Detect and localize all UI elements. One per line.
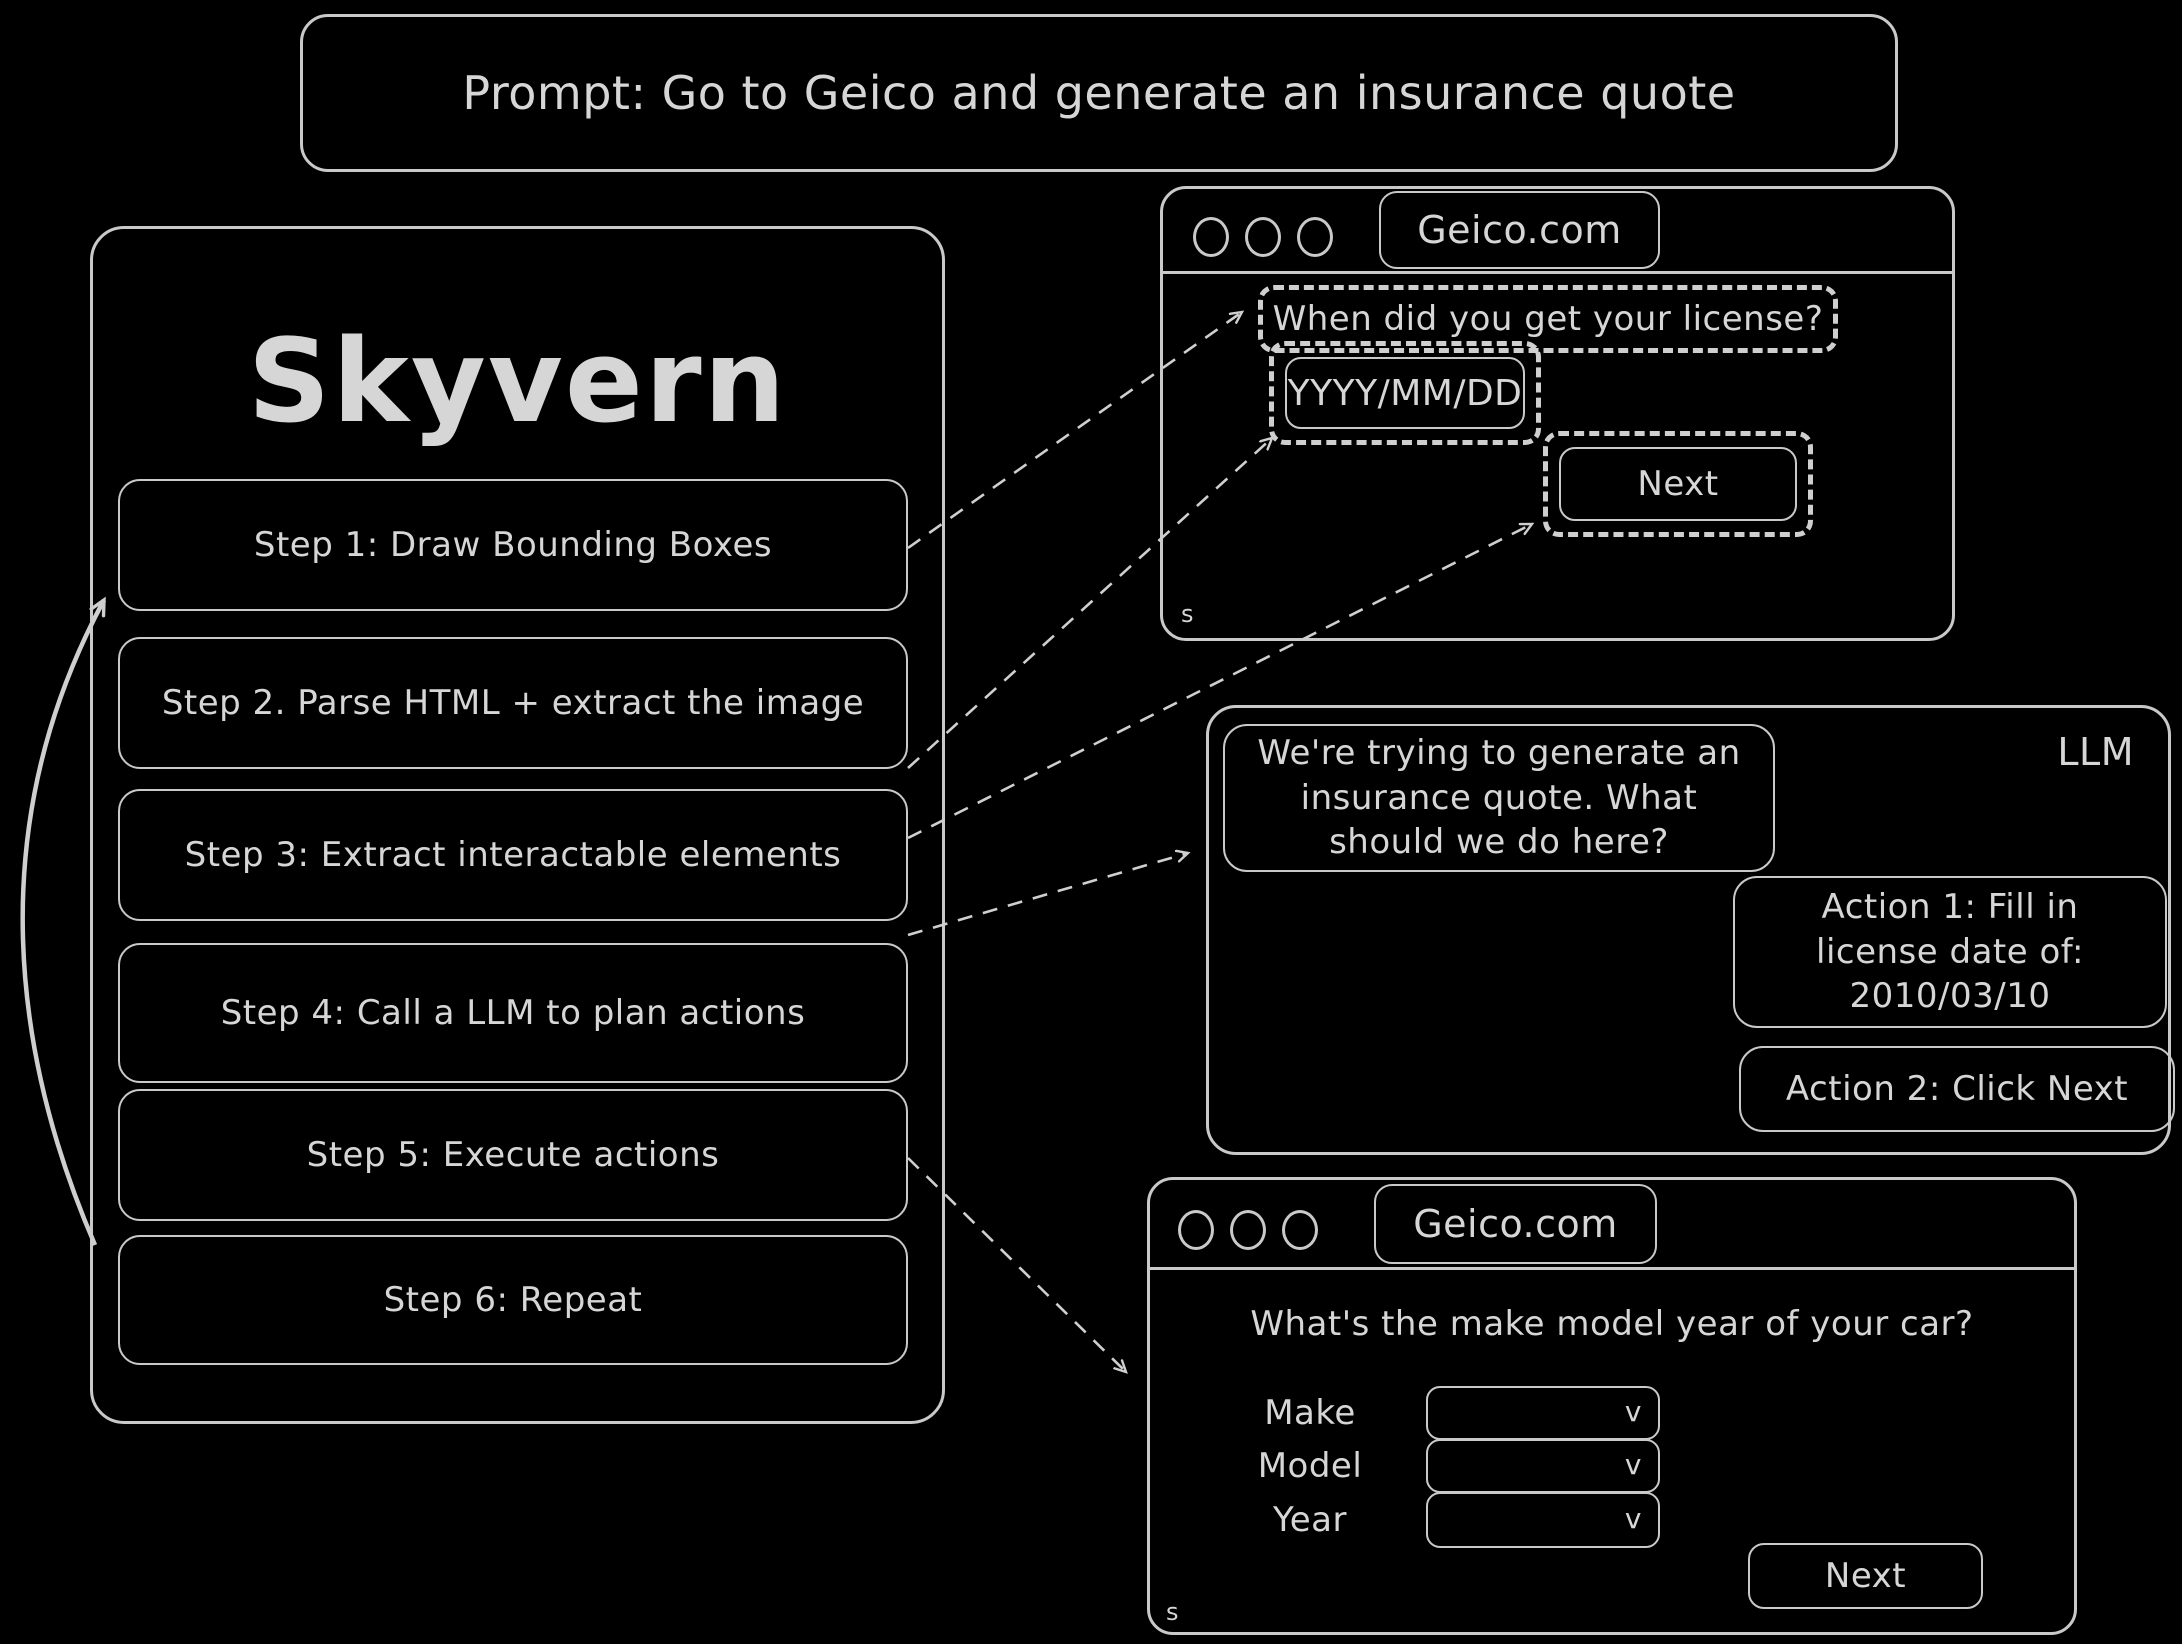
chevron-down-icon: v (1624, 1448, 1642, 1482)
next-button[interactable] (1559, 447, 1797, 521)
window-control-dot (1245, 217, 1281, 257)
url-tab-label: Geico.com (1417, 208, 1622, 252)
next-button-bounding-box (1543, 431, 1813, 537)
date-input-placeholder: YYYY/MM/DD (1287, 372, 1523, 414)
year-label-text: Year (1273, 1500, 1347, 1540)
window-control-dot (1193, 217, 1229, 257)
llm-label: LLM (2057, 730, 2134, 774)
make-label-text: Make (1264, 1393, 1356, 1433)
make-dropdown[interactable] (1426, 1386, 1660, 1440)
skyvern-panel (90, 226, 945, 1424)
model-label-text: Model (1257, 1446, 1363, 1486)
llm-action-1-text: Action 1: Fill in license date of: 2010/03/10 (1816, 886, 2084, 1017)
prompt-text: Prompt: Go to Geico and generate an insurance quote (462, 66, 1736, 120)
url-tab[interactable] (1379, 191, 1660, 269)
tabbar-divider (1150, 1267, 2074, 1270)
window-watermark: s (1181, 600, 1195, 628)
llm-action-2-bubble (1739, 1046, 2175, 1132)
car-question (1190, 1298, 2034, 1350)
llm-query-bubble (1223, 724, 1775, 872)
prompt-banner (300, 14, 1898, 172)
llm-action-1-bubble (1733, 876, 2167, 1028)
window-watermark: s (1166, 1598, 1180, 1626)
chevron-down-icon: v (1624, 1395, 1642, 1429)
step-5-label: Step 5: Execute actions (306, 1135, 720, 1175)
step-1-label: Step 1: Draw Bounding Boxes (253, 525, 773, 565)
window-control-dot (1282, 1210, 1318, 1250)
model-label (1245, 1439, 1375, 1493)
url-tab[interactable] (1374, 1184, 1657, 1264)
window-control-dot (1230, 1210, 1266, 1250)
step-6-box (118, 1235, 908, 1365)
date-input[interactable] (1285, 357, 1525, 429)
window-control-dot (1178, 1210, 1214, 1250)
step-4-box (118, 943, 908, 1083)
browser-window-top (1160, 186, 1955, 641)
step-6-label: Step 6: Repeat (383, 1280, 643, 1320)
car-question-text: What's the make model year of your car? (1250, 1304, 1974, 1344)
llm-panel (1206, 705, 2171, 1155)
step-4-label: Step 4: Call a LLM to plan actions (220, 993, 806, 1033)
date-input-bounding-box (1269, 341, 1541, 445)
skyvern-title: Skyvern (247, 315, 788, 449)
llm-action-2-text: Action 2: Click Next (1785, 1069, 2129, 1109)
step-1-box (118, 479, 908, 611)
window-control-dot (1297, 217, 1333, 257)
model-dropdown[interactable] (1426, 1439, 1660, 1493)
arrow-step4-to-llm (908, 853, 1188, 935)
next-button[interactable] (1748, 1543, 1983, 1609)
step-5-box (118, 1089, 908, 1221)
year-label (1245, 1492, 1375, 1548)
tabbar-divider (1163, 271, 1952, 274)
license-question: When did you get your license? (1272, 299, 1824, 339)
url-tab-label: Geico.com (1413, 1202, 1618, 1246)
step-2-label: Step 2. Parse HTML + extract the image (161, 683, 865, 723)
make-label (1245, 1386, 1375, 1440)
chevron-down-icon: v (1624, 1502, 1642, 1536)
year-dropdown[interactable] (1426, 1492, 1660, 1548)
step-3-label: Step 3: Extract interactable elements (184, 835, 842, 875)
next-button-label: Next (1824, 1556, 1907, 1596)
step-2-box (118, 637, 908, 769)
next-button-label: Next (1637, 464, 1719, 504)
step-3-box (118, 789, 908, 921)
browser-window-bottom (1147, 1177, 2077, 1635)
llm-query-text: We're trying to generate an insurance quote. What should we do here? (1257, 732, 1741, 863)
